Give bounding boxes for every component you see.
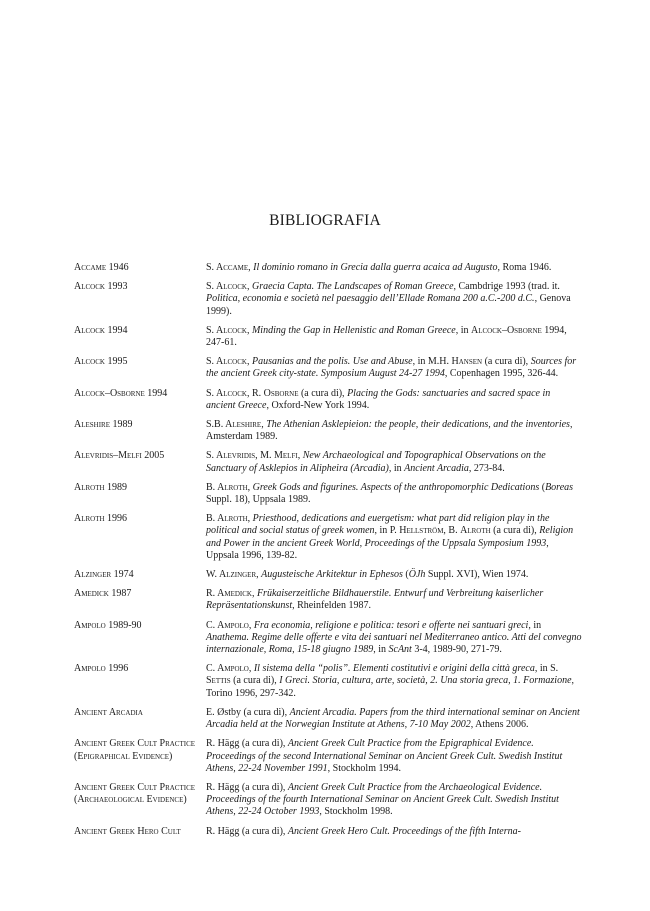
entry-key: Alzinger 1974: [74, 569, 134, 581]
reference-text: , in: [528, 619, 542, 631]
reference-text: (: [402, 569, 409, 581]
author-name: W. Alzinger: [206, 569, 257, 581]
bibliography-entry: [74, 388, 582, 412]
reference-text: ,: [248, 619, 254, 631]
entry-key: Ancient Greek Cult Practice (Epigraphical Evidence): [74, 738, 196, 762]
reference-text: 3-4, 1989-90, 271-79.: [411, 644, 502, 656]
entry-reference: [206, 826, 582, 838]
bibliography-entry: [74, 738, 582, 775]
reference-text: E. Østby (a cura di),: [206, 706, 290, 718]
reference-title: ÖJh: [408, 569, 426, 581]
author-name: S.B. Aleshire: [206, 419, 262, 431]
reference-text: , Roma 1946.: [497, 262, 552, 273]
reference-title: Frükaiserzeitliche Bildhauerstile. Entwurf und Verbreitung kaiserlicher Repräsentationskunst: [206, 588, 544, 612]
entry-reference: [206, 419, 582, 443]
entry-key: Alcock–Osborne 1994: [74, 387, 168, 399]
reference-text: , in P.: [374, 525, 400, 537]
author-name: S. Alcock: [206, 356, 247, 368]
reference-text: (a cura di),: [230, 675, 280, 687]
reference-title: Boreas: [545, 481, 574, 493]
author-name: B. Alroth: [206, 481, 248, 493]
author-name: Alroth: [460, 525, 491, 537]
reference-text: Suppl. 18), Uppsala 1989.: [206, 494, 311, 506]
reference-title: Anathema. Regime delle offerte e vita dei santuari nel Mediterraneo antico. Atti del convegno internazionale, Roma, 15-18 giugno 1989: [206, 631, 582, 656]
reference-text: , in M.H.: [412, 356, 452, 368]
reference-text: ,: [246, 281, 252, 293]
reference-text: , Athens 2006.: [470, 719, 529, 731]
reference-title: Ancient Greek Hero Cult. Proceedings of the fifth Interna-: [287, 825, 521, 837]
entry-reference: [206, 620, 582, 657]
bibliography-entry: [74, 281, 582, 318]
entry-key: Alcock 1993: [74, 281, 128, 293]
author-name: Settis: [206, 675, 231, 687]
bibliography-entry: [74, 826, 582, 838]
reference-text: , Cambdrige 1993 (trad. it.: [453, 281, 560, 293]
entry-key: Ancient Greek Cult Practice (Archaeological Evidence): [74, 781, 196, 806]
reference-text: , Genova 1999).: [206, 293, 571, 317]
entry-reference: [206, 738, 582, 775]
author-name: Hansen: [451, 356, 483, 368]
reference-text: , Rheinfelden 1987.: [292, 600, 371, 612]
bibliography-list: [74, 262, 582, 845]
entry-key: Ancient Greek Hero Cult: [74, 825, 181, 837]
entry-key: Alroth 1996: [74, 513, 128, 525]
author-name: S. Alevridis, M. Melfi: [206, 450, 298, 462]
entry-reference: [206, 325, 582, 349]
reference-title: Fra economia, religione e politica: tesori e offerte nei santuari greci: [253, 619, 529, 631]
reference-text: , in S.: [534, 663, 559, 675]
reference-title: ScAnt: [388, 644, 412, 656]
author-name: S. Accame: [206, 262, 249, 273]
reference-title: The Athenian Asklepieion: the people, their dedications, and the inventories: [266, 419, 570, 431]
reference-title: Religion and Power in the ancient Greek World, Proceedings of the Uppsala Symposium 1993: [206, 525, 574, 549]
reference-text: Suppl. XVI), Wien 1974.: [425, 569, 529, 581]
reference-title: Priesthood, dedications and euergetism: what part did religion play in the political and social status of greek women: [206, 513, 550, 537]
entry-reference: [206, 782, 582, 819]
reference-text: (a cura di),: [482, 356, 531, 368]
reference-text: 1994, 247-61.: [206, 324, 567, 349]
bibliography-entry: [74, 569, 582, 581]
author-name: C. Ampolo: [206, 663, 249, 675]
reference-text: R. Hägg (a cura di),: [206, 781, 288, 793]
entry-key: Ampolo 1996: [74, 663, 129, 675]
reference-text: , in: [373, 644, 389, 656]
reference-title: Augusteische Arkitektur in Ephesos: [261, 569, 403, 581]
reference-text: ,: [248, 663, 254, 675]
bibliography-entry: [74, 482, 582, 506]
reference-text: (: [539, 481, 546, 493]
entry-reference: [206, 356, 582, 380]
reference-text: ,: [247, 513, 253, 525]
reference-title: Il sistema della “polis”. Elementi costitutivi e origini della città greca: [253, 663, 535, 675]
author-name: B. Alroth: [206, 513, 248, 525]
reference-text: ,: [248, 262, 254, 273]
entry-key: Alroth 1989: [74, 481, 128, 493]
reference-text: , Uppsala 1996, 139-82.: [206, 537, 549, 561]
reference-text: , Copenhagen 1995, 326-44.: [444, 368, 559, 380]
entry-key: Ampolo 1989-90: [74, 619, 142, 631]
reference-text: , Oxford-New York 1994.: [266, 399, 370, 411]
reference-text: ,: [251, 588, 257, 600]
reference-text: (a cura di),: [490, 525, 540, 537]
entry-reference: [206, 569, 582, 581]
bibliography-entry: [74, 262, 582, 274]
entry-key: Aleshire 1989: [74, 419, 133, 431]
entry-reference: [206, 588, 582, 612]
reference-title: Ancient Arcadia. Papers from the third international seminar on Ancient Arcadia held at the Norwegian Institute at Athens, 7-10 May 2002: [206, 706, 580, 731]
author-name: S. Alcock, R. Osborne: [206, 387, 299, 399]
reference-text: , in: [455, 324, 471, 336]
entry-reference: [206, 450, 582, 474]
entry-key: Alcock 1994: [74, 324, 128, 336]
reference-text: , in: [388, 462, 405, 474]
reference-text: ,: [246, 324, 252, 336]
reference-title: Ancient Greek Cult Practice from the Archaeological Evidence. Proceedings of the fourth International Seminar on Ancient Greek Cult. Swedish Institut Athens, 22-24 October 1993: [206, 781, 559, 818]
bibliography-entry: [74, 663, 582, 700]
entry-reference: [206, 281, 582, 318]
reference-title: Ancient Arcadia: [404, 462, 469, 474]
reference-text: ,: [261, 419, 267, 431]
reference-text: ,: [246, 356, 252, 368]
reference-title: Politica, economia e società nel paesaggio dell’Ellade Romana 200 a.C.-200 d.C.: [206, 293, 535, 305]
entry-key: Alcock 1995: [74, 356, 128, 368]
reference-text: R. Hägg (a cura di),: [206, 738, 288, 750]
entry-reference: [206, 388, 582, 412]
author-name: Alcock–Osborne: [471, 324, 542, 336]
bibliography-entry: [74, 707, 582, 731]
bibliography-entry: [74, 450, 582, 474]
reference-title: Il dominio romano in Grecia dalla guerra acaica ad Augusto: [253, 262, 498, 273]
reference-text: (a cura di),: [298, 387, 348, 399]
reference-title: New Archaeological and Topographical Observations on the Sanctuary of Asklepios in Alipheira (Arcadia): [206, 450, 546, 474]
reference-text: , Amsterdam 1989.: [206, 419, 573, 443]
entry-reference: [206, 482, 582, 506]
entry-reference: [206, 663, 582, 700]
reference-text: R. Hägg (a cura di),: [206, 825, 288, 837]
reference-title: Pausanias and the polis. Use and Abuse: [251, 356, 413, 368]
bibliography-entry: [74, 782, 582, 819]
reference-title: Ancient Greek Cult Practice from the Epigraphical Evidence. Proceedings of the second International Seminar on Ancient Greek Cult. Swedish Institut Athens, 22-24 November 1991: [206, 738, 563, 774]
entry-key: Accame 1946: [74, 262, 129, 273]
reference-title: Placing the Gods: sanctuaries and sacred space in ancient Greece: [206, 387, 551, 411]
page-title: BIBLIOGRAFIA: [269, 212, 381, 229]
reference-text: , 273-84.: [468, 462, 505, 474]
reference-title: Minding the Gap in Hellenistic and Roman Greece: [251, 324, 456, 336]
reference-title: Sources for the ancient Greek city-state. Symposium August 24-27 1994: [206, 356, 577, 380]
author-name: S. Alcock: [206, 281, 247, 293]
bibliography-entry: [74, 419, 582, 443]
entry-reference: [206, 707, 582, 731]
entry-key: Ancient Arcadia: [74, 706, 143, 718]
reference-text: ,: [297, 450, 303, 462]
bibliography-entry: [74, 325, 582, 349]
bibliography-entry: [74, 356, 582, 380]
bibliography-entry: [74, 588, 582, 612]
reference-text: ,: [256, 569, 262, 581]
reference-text: , Stockholm 1998.: [319, 806, 393, 818]
reference-title: Greek Gods and figurines. Aspects of the anthropomorphic Dedications: [252, 481, 540, 493]
author-name: C. Ampolo: [206, 619, 249, 631]
reference-title: Graecia Capta. The Landscapes of Roman Greece: [251, 281, 454, 293]
entry-reference: [206, 262, 582, 274]
entry-key: Amedick 1987: [74, 588, 132, 600]
reference-title: I Greci. Storia, cultura, arte, società, 2. Una storia greca, 1. Formazione: [279, 675, 572, 687]
reference-text: , Stockholm 1994.: [327, 762, 401, 774]
author-name: R. Amedick: [206, 588, 252, 600]
author-name: S. Alcock: [206, 324, 247, 336]
reference-text: , B.: [443, 525, 461, 537]
reference-text: , Torino 1996, 297-342.: [206, 675, 575, 699]
bibliography-entry: [74, 620, 582, 657]
entry-key: Alevridis–Melfi 2005: [74, 450, 165, 462]
author-name: Hellström: [399, 525, 444, 537]
entry-reference: [206, 513, 582, 562]
bibliography-entry: [74, 513, 582, 562]
reference-text: ,: [247, 481, 253, 493]
